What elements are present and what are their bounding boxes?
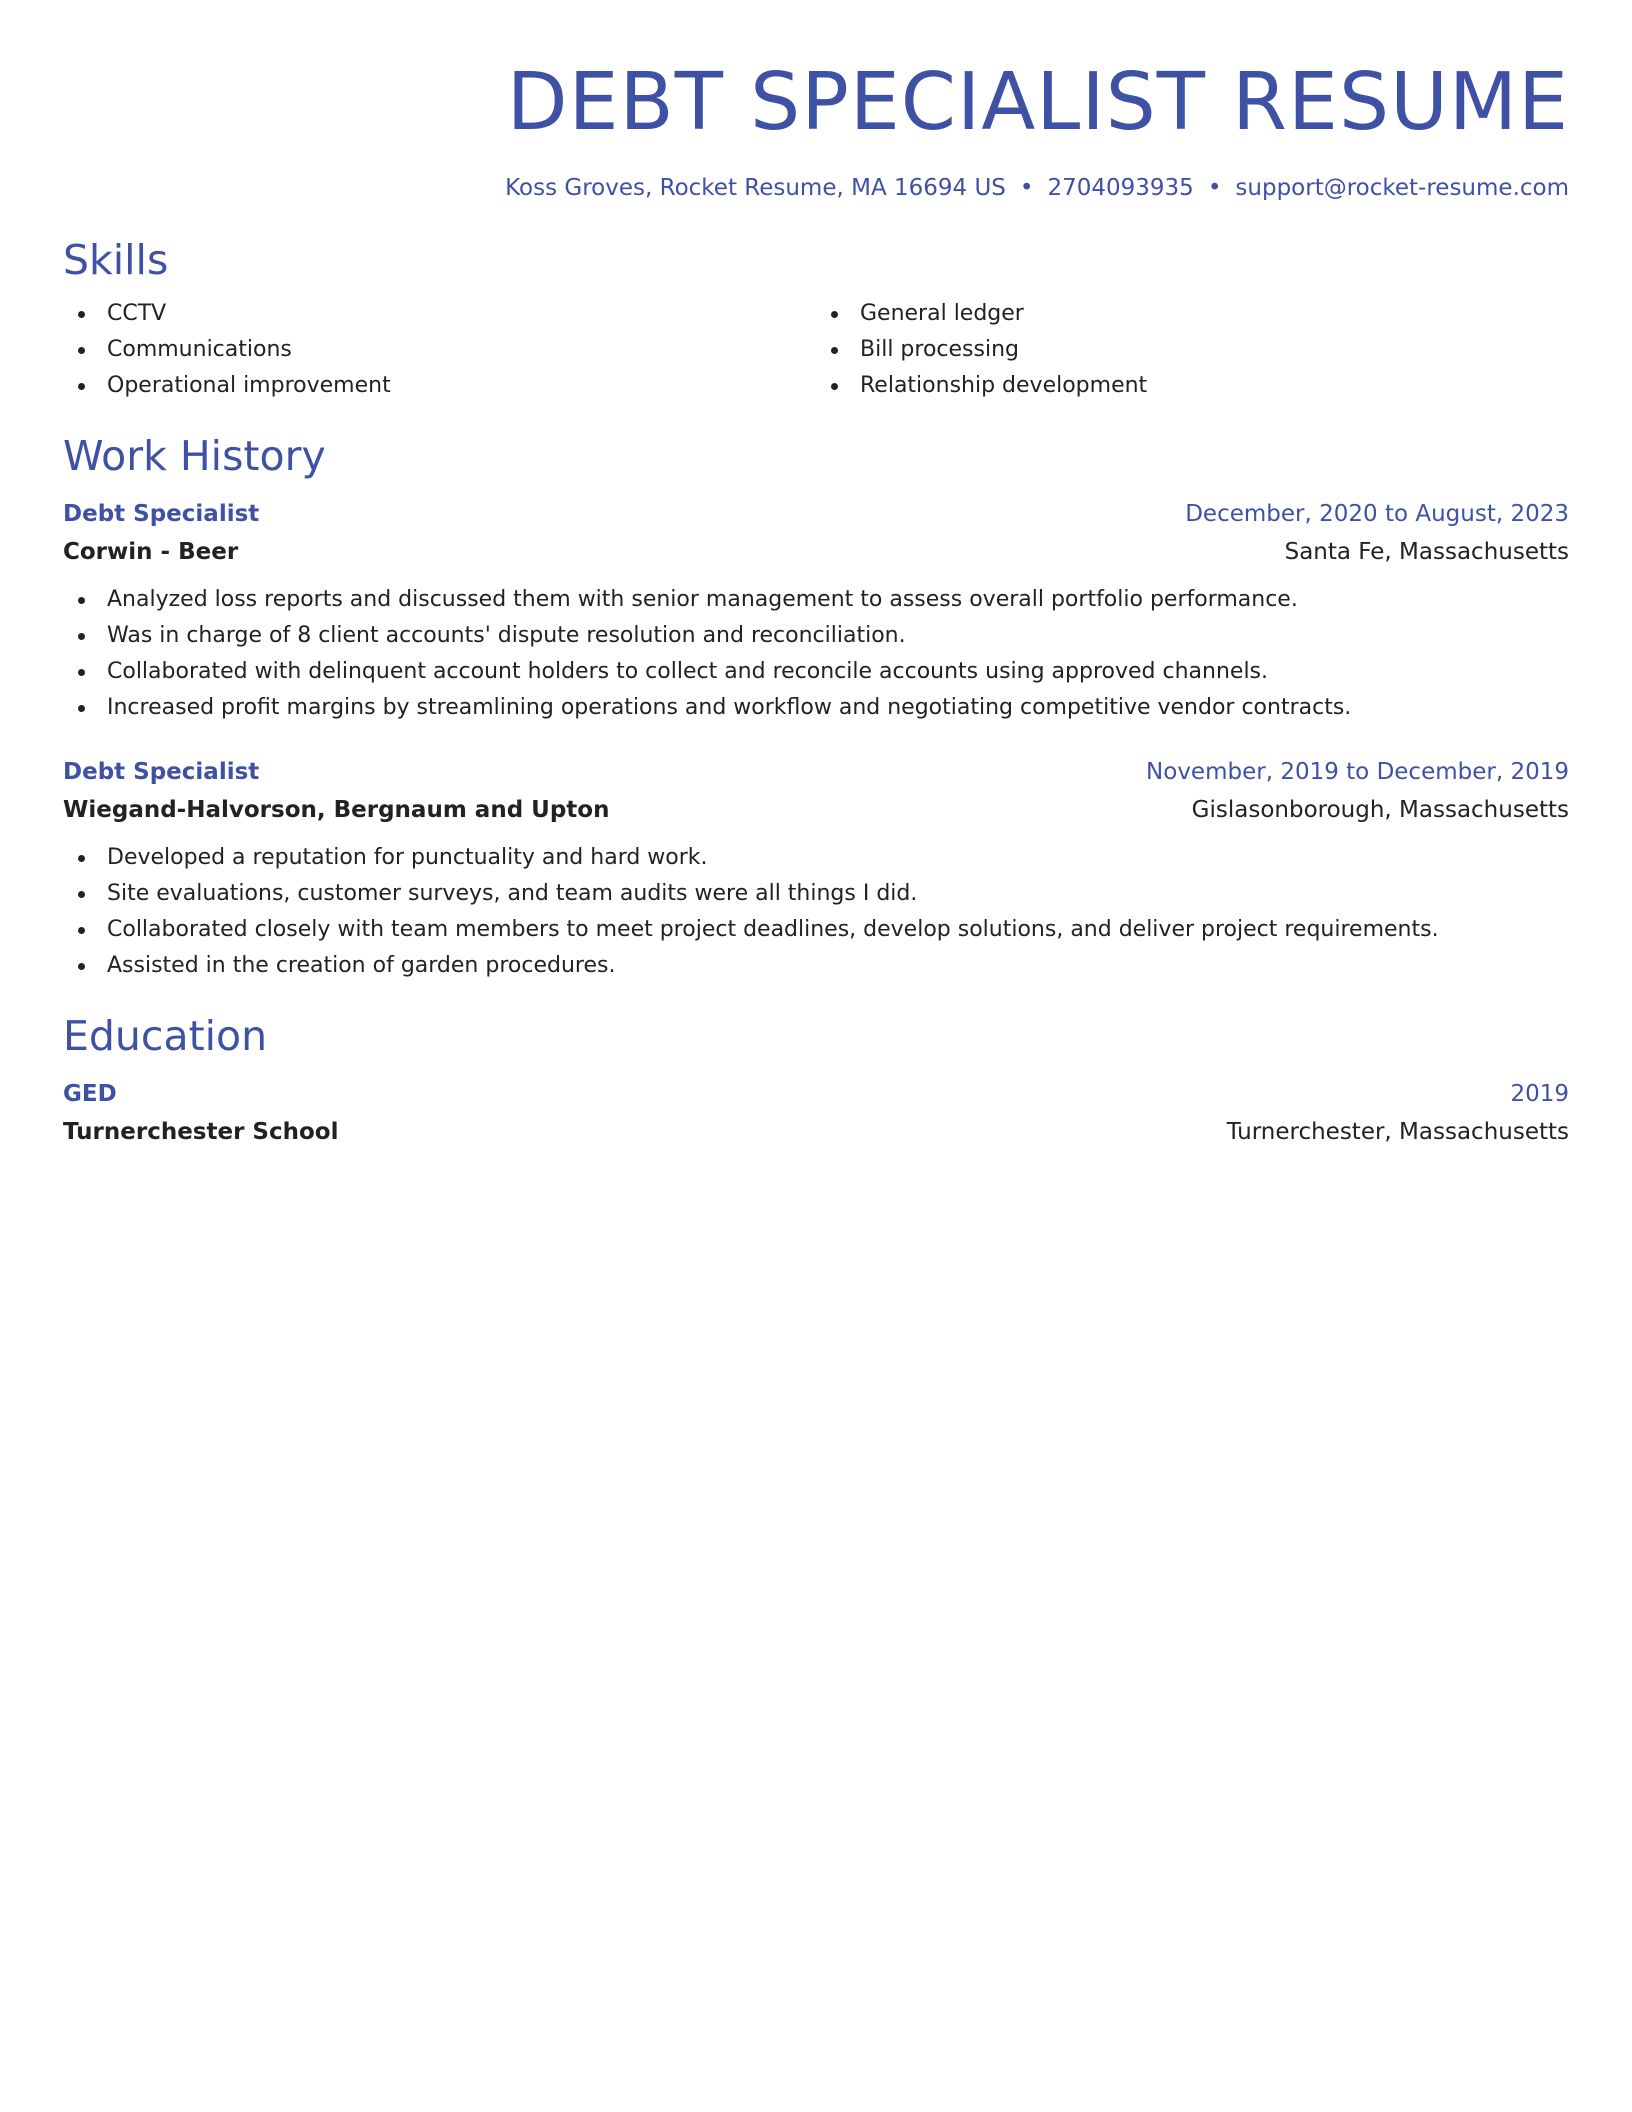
job-duty-item (63, 654, 1569, 690)
skill-label: CCTV (107, 301, 167, 326)
job-duty-item (63, 876, 1569, 912)
job-duty-item (63, 618, 1569, 654)
education-location: Turnerchester, Massachusetts (1226, 1119, 1569, 1145)
job-title: Debt Specialist (63, 501, 260, 527)
job-company: Corwin - Beer (63, 539, 239, 565)
job-entry (63, 496, 1569, 726)
skills-column-right (816, 296, 1569, 404)
skill-item (63, 332, 816, 368)
contact-separator: • (1207, 175, 1222, 201)
job-entry (63, 754, 1569, 984)
skill-item (816, 332, 1569, 368)
job-duties-list (63, 582, 1569, 726)
contact-line (63, 172, 1569, 204)
job-company: Wiegand-Halvorson, Bergnaum and Upton (63, 797, 610, 823)
job-duty-text: Collaborated with delinquent account holders to collect and reconcile accounts using approved channels. (107, 659, 1269, 684)
skill-label: Relationship development (860, 373, 1148, 398)
job-duty-item (63, 690, 1569, 726)
education-entry (63, 1076, 1569, 1152)
job-duty-text: Collaborated closely with team members to meet project deadlines, develop solutions, and deliver project requirements. (107, 917, 1439, 942)
skills-list (63, 296, 1569, 404)
job-duties-list (63, 840, 1569, 984)
job-header-row (63, 754, 1569, 790)
skill-item (63, 296, 816, 332)
job-company-row (63, 532, 1569, 572)
skill-label: Operational improvement (107, 373, 391, 398)
job-company-row (63, 790, 1569, 830)
bullet-icon (78, 891, 85, 898)
contact-email: support@rocket-resume.com (1235, 175, 1569, 201)
skills-heading: Skills (63, 236, 169, 284)
job-duty-item (63, 948, 1569, 984)
bullet-icon (78, 927, 85, 934)
bullet-icon (78, 705, 85, 712)
education-year: 2019 (1510, 1081, 1569, 1107)
contact-address: Koss Groves, Rocket Resume, MA 16694 US (505, 175, 1006, 201)
education-school: Turnerchester School (63, 1119, 339, 1145)
bullet-icon (831, 383, 838, 390)
skill-item (63, 368, 816, 404)
job-dates: November, 2019 to December, 2019 (1146, 759, 1569, 785)
job-header-row (63, 496, 1569, 532)
education-school-row (63, 1112, 1569, 1152)
skill-item (816, 296, 1569, 332)
skills-column-left (63, 296, 816, 404)
bullet-icon (78, 855, 85, 862)
bullet-icon (78, 311, 85, 318)
bullet-icon (78, 963, 85, 970)
resume-title: DEBT SPECIALIST RESUME (506, 56, 1569, 148)
skill-item (816, 368, 1569, 404)
work-history-heading: Work History (63, 432, 326, 480)
education-degree: GED (63, 1081, 117, 1107)
skill-label: Bill processing (860, 337, 1019, 362)
bullet-icon (78, 597, 85, 604)
bullet-icon (831, 311, 838, 318)
education-header-row (63, 1076, 1569, 1112)
job-duty-text: Increased profit margins by streamlining operations and workflow and negotiating competitive vendor contracts. (107, 695, 1352, 720)
skill-label: General ledger (860, 301, 1024, 326)
contact-separator: • (1019, 175, 1034, 201)
bullet-icon (831, 347, 838, 354)
job-duty-text: Was in charge of 8 client accounts' dispute resolution and reconciliation. (107, 623, 906, 648)
job-location: Santa Fe, Massachusetts (1284, 539, 1569, 565)
contact-phone: 2704093935 (1047, 175, 1194, 201)
job-duty-text: Developed a reputation for punctuality and hard work. (107, 845, 708, 870)
bullet-icon (78, 633, 85, 640)
job-title: Debt Specialist (63, 759, 260, 785)
bullet-icon (78, 669, 85, 676)
job-duty-text: Site evaluations, customer surveys, and team audits were all things I did. (107, 881, 918, 906)
bullet-icon (78, 347, 85, 354)
job-duty-item (63, 582, 1569, 618)
job-duty-text: Analyzed loss reports and discussed them with senior management to assess overall portfolio performance. (107, 587, 1298, 612)
education-heading: Education (63, 1012, 268, 1060)
job-dates: December, 2020 to August, 2023 (1185, 501, 1569, 527)
skill-label: Communications (107, 337, 292, 362)
job-duty-item (63, 840, 1569, 876)
job-duty-text: Assisted in the creation of garden procedures. (107, 953, 616, 978)
job-duty-item (63, 912, 1569, 948)
bullet-icon (78, 383, 85, 390)
job-location: Gislasonborough, Massachusetts (1191, 797, 1569, 823)
